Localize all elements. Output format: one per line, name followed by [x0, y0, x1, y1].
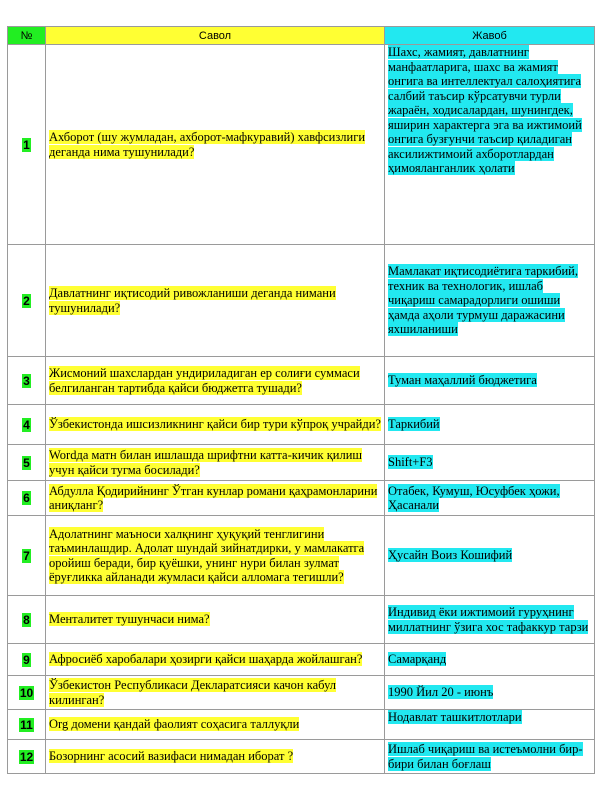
header-row: [8, 27, 595, 45]
question-cell: Ўзбекистонда ишсизликнинг қайси бир тури кўпроқ учрайди?: [46, 405, 385, 445]
question-cell: Адолатнинг маъноси халқнинг ҳуқуқий тенглигини таъминлашдир. Адолат шундай зийнатдирки, у мамлакатга оройиш беради, бир қуёшки, унинг нури билан зулмат ёруғликка айланади жумласи қайси алломага тегишли?: [46, 516, 385, 596]
question-cell: Жисмоний шахслардан ундириладиган ер солиғи суммаси белгиланган тартибда қайси бюджетга тушади?: [46, 357, 385, 405]
row-number: 6: [8, 481, 46, 516]
answer-cell: Ишлаб чиқариш ва истеъмолни бир-бири билан боғлаш: [385, 740, 595, 774]
table-row: [8, 357, 595, 405]
header-answer: Жавоб: [385, 27, 595, 45]
question-cell: Org домени қандай фаолият соҳасига таллуқли: [46, 710, 385, 740]
row-number: 5: [8, 445, 46, 481]
row-number: 12: [8, 740, 46, 774]
qa-table: [7, 26, 595, 774]
answer-cell: Индивид ёки ижтимоий гуруҳнинг миллатнинг ўзига хос тафаккур тарзи: [385, 596, 595, 644]
row-number: 4: [8, 405, 46, 445]
question-cell: Менталитет тушунчаси нима?: [46, 596, 385, 644]
table-row: [8, 644, 595, 676]
table-row: [8, 45, 595, 245]
header-question: Савол: [46, 27, 385, 45]
table-row: [8, 710, 595, 740]
answer-cell: Мамлакат иқтисодиётига таркибий, техник ва технологик, ишлаб чиқариш самарадорлиги ошиши ҳамда аҳоли турмуш даражасини яхшиланиши: [385, 245, 595, 357]
answer-cell: 1990 Йил 20 - июнъ: [385, 676, 595, 710]
row-number: 2: [8, 245, 46, 357]
answer-cell: Нодавлат ташкитлотлари: [385, 710, 595, 740]
question-cell: Wordда матн билан ишлашда шрифтни катта-кичик қилиш учун қайси тугма босилади?: [46, 445, 385, 481]
table-row: [8, 516, 595, 596]
question-cell: Ахборот (шу жумладан, ахборот-мафкуравий) хавфсизлиги деганда нима тушунилади?: [46, 45, 385, 245]
table-row: [8, 596, 595, 644]
answer-cell: Самарқанд: [385, 644, 595, 676]
row-number: 1: [8, 45, 46, 245]
question-cell: Афросиёб харобалари ҳозирги қайси шаҳарда жойлашган?: [46, 644, 385, 676]
question-cell: Ўзбекистон Республикаси Декларатсияси качон кабул килинган?: [46, 676, 385, 710]
row-number: 11: [8, 710, 46, 740]
row-number: 10: [8, 676, 46, 710]
row-number: 7: [8, 516, 46, 596]
table-row: [8, 481, 595, 516]
question-cell: Давлатнинг иқтисодий ривожланиши деганда нимани тушунилади?: [46, 245, 385, 357]
answer-cell: Отабек, Кумуш, Юсуфбек ҳожи, Ҳасанали: [385, 481, 595, 516]
answer-cell: Shift+F3: [385, 445, 595, 481]
row-number: 9: [8, 644, 46, 676]
answer-cell: Туман маҳаллий бюджетига: [385, 357, 595, 405]
table-row: [8, 245, 595, 357]
table-row: [8, 405, 595, 445]
table-row: [8, 445, 595, 481]
row-number: 8: [8, 596, 46, 644]
header-number: №: [8, 27, 46, 45]
table-row: [8, 740, 595, 774]
question-cell: Абдулла Қодирийнинг Ўтган кунлар романи қаҳрамонларини аниқланг?: [46, 481, 385, 516]
answer-cell: Ҳусайн Воиз Кошифий: [385, 516, 595, 596]
row-number: 3: [8, 357, 46, 405]
answer-cell: Шахс, жамият, давлатнинг манфаатларига, шахс ва жамият онгига ва интеллектуал салоҳиятига салбий таъсир кўрсатувчи турли жараён, ходисалардан, шунингдек, яширин характерга эга ва ижтимоий онгига бузғунчи таъсир қиладиган аксилижтимоий ахборотлардан ҳимояланганлик ҳолати: [385, 45, 595, 245]
question-cell: Бозорнинг асосий вазифаси нимадан иборат ?: [46, 740, 385, 774]
table-row: [8, 676, 595, 710]
answer-cell: Таркибий: [385, 405, 595, 445]
